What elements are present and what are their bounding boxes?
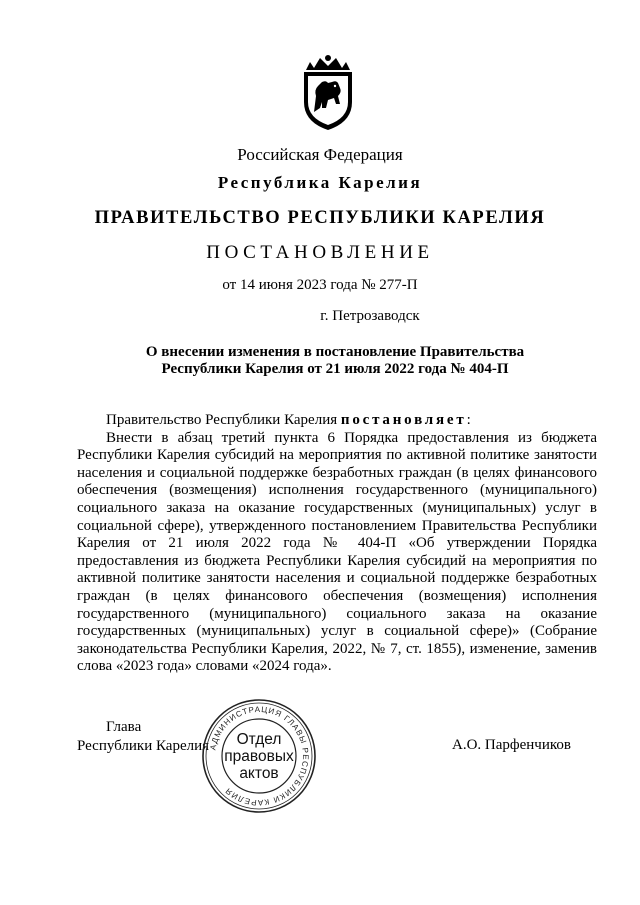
stamp-ring-text: АДМИНИСТРАЦИЯ ГЛАВЫ РЕСПУБЛИКИ КАРЕЛИЯ <box>208 704 311 808</box>
signatory-title-line: Глава <box>106 719 142 735</box>
document-city: г. Петрозаводск <box>320 308 420 324</box>
karelia-coat-of-arms-icon <box>298 52 358 132</box>
resolution-intro <box>77 412 597 430</box>
stamp-center <box>201 698 317 814</box>
republic-name: Республика Карелия <box>217 173 423 192</box>
legal-acts-stamp <box>201 698 317 814</box>
stamp-line: актов <box>239 764 279 782</box>
signatory-name: А.О. Парфенчиков <box>452 737 571 753</box>
signatory-title-line: Республики Карелия <box>77 738 210 754</box>
document-title <box>95 344 575 378</box>
stamp-line: Отдел <box>236 730 282 748</box>
intro-prefix: Правительство Республики Карелия <box>106 412 341 428</box>
intro-suffix: : <box>466 412 471 428</box>
resolution-paragraph: Внести в абзац третий пункта 6 Порядка предоставления из бюджета Республики Карелия субсидий на мероприятия по активной политике занятости населения и социальной поддержке безработных граждан (в целях финансового обеспечения (возмещения) исполнения государственного (муниципального) социального заказа на оказание государственных (муниципальных) услуг в социальной сфере), утвержденного постановлением Правительства Республики Карелия от 21 июля 2022 года № 404-П «Об утверждении Порядка предоставления из бюджета Республики Карелия субсидий на мероприятия по активной политике занятости населения и социальной поддержке безработных граждан (в целях финансового обеспечения (возмещения) исполнения государственного (муниципального) социального заказа на оказание государственных (муниципальных) услуг в социальной сфере)» (Собрание законодательства Республики Карелия, 2022, № 7, ст. 1855), изменение, заменив слова «2023 года» словами «2024 года». <box>77 429 597 675</box>
document-date-number: от 14 июня 2023 года № 277-П <box>222 277 418 293</box>
document-body <box>77 412 597 676</box>
intro-keyword: постановляет <box>340 412 467 428</box>
country-name: Российская Федерация <box>237 145 403 164</box>
stamp-line: правовых <box>224 747 294 765</box>
document-title-line: О внесении изменения в постановление Правительства <box>145 344 525 360</box>
document-type: ПОСТАНОВЛЕНИЕ <box>206 242 434 263</box>
government-name: ПРАВИТЕЛЬСТВО РЕСПУБЛИКИ КАРЕЛИЯ <box>94 208 546 228</box>
signatory-title <box>77 718 209 756</box>
document-title-line: Республики Карелия от 21 июля 2022 года № 404-П <box>161 361 509 377</box>
